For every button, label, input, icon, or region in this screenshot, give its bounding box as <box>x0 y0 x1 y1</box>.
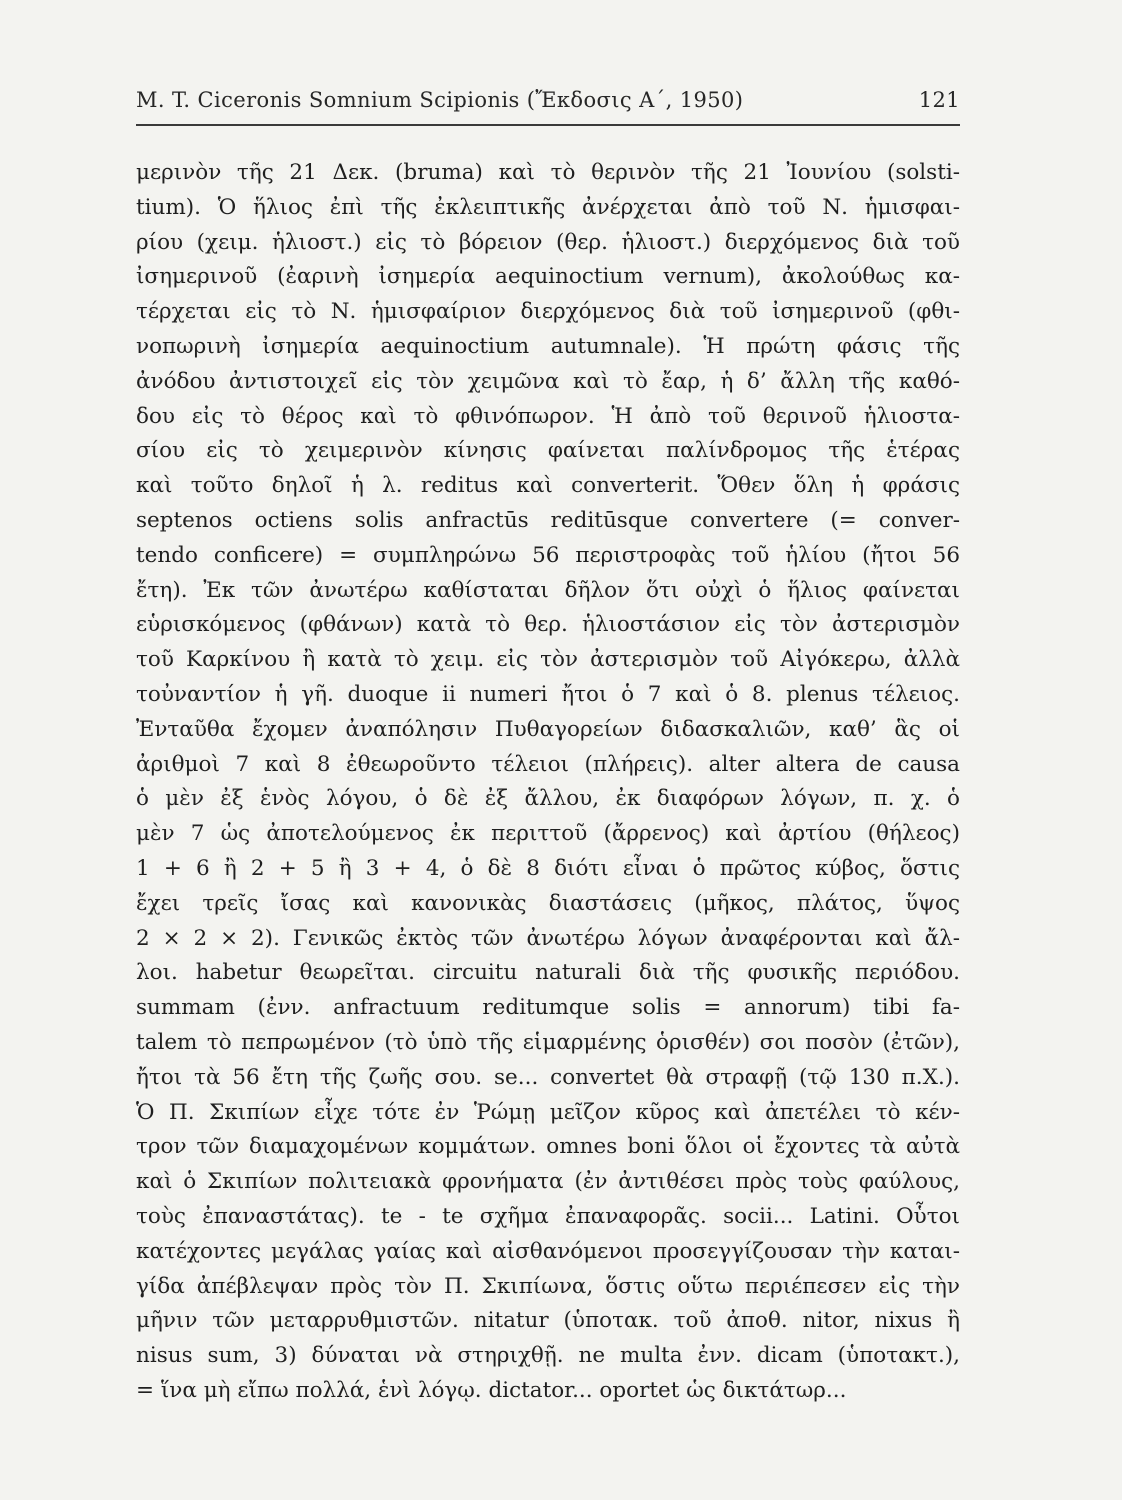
running-title: M. T. Ciceronis Somnium Scipionis (Ἔκδοσις Α΄, 1950) <box>136 88 744 112</box>
text-line: μερινὸν τῆς 21 Δεκ. (bruma) καὶ τὸ θερινὸν τῆς 21 Ἰουνίου (solsti- <box>136 160 960 185</box>
text-line: γίδα ἀπέβλεψαν πρὸς τὸν Π. Σκιπίωνα, ὅστις οὕτω περιέπεσεν εἰς τὴν <box>136 1273 960 1299</box>
text-line: σίου εἰς τὸ χειμερινὸν κίνησις φαίνεται παλίνδρομος τῆς ἑτέρας <box>136 438 960 464</box>
text-line: septenos octiens solis anfractūs reditūsque convertere (= conver- <box>136 507 960 533</box>
text-line: δου εἰς τὸ θέρος καὶ τὸ φθινόπωρον. Ἡ ἀπὸ τοῦ θερινοῦ ἡλιοστα- <box>136 403 960 429</box>
text-line: ἔχει τρεῖς ἴσας καὶ κανονικὰς διαστάσεις (μῆκος, πλάτος, ὕψος <box>136 890 960 916</box>
page-number: 121 <box>918 88 960 112</box>
text-line: ἀνόδου ἀντιστοιχεῖ εἰς τὸν χειμῶνα καὶ τὸ ἔαρ, ἡ δ’ ἄλλη τῆς καθό- <box>136 368 960 394</box>
text-line: νοπωρινὴ ἰσημερία aequinoctium autumnale). Ἡ πρώτη φάσις τῆς <box>136 333 960 359</box>
text-line: τοὺς ἐπαναστάτας). te - te σχῆμα ἐπαναφορᾶς. socii... Latini. Οὗτοι <box>136 1203 960 1229</box>
text-line: tium). Ὁ ἥλιος ἐπὶ τῆς ἐκλειπτικῆς ἀνέρχεται ἀπὸ τοῦ Ν. ἡμισφαι- <box>136 194 960 220</box>
text-line: μῆνιν τῶν μεταρρυθμιστῶν. nitatur (ὑποτακ. τοῦ ἀποθ. nitor, nixus ἢ <box>136 1308 960 1334</box>
text-line: ἀριθμοὶ 7 καὶ 8 ἐθεωροῦντο τέλειοι (πλήρεις). alter altera de causa <box>136 751 960 777</box>
text-line: nisus sum, 3) δύναται νὰ στηριχθῇ. ne multa ἐνν. dicam (ὑποτακτ.), <box>136 1343 960 1369</box>
text-line: tendo conficere) = συμπληρώνω 56 περιστροφὰς τοῦ ἡλίου (ἤτοι 56 <box>136 542 960 568</box>
running-header <box>136 88 960 112</box>
text-line: summam (ἐνν. anfractuum reditumque solis = annorum) tibi fa- <box>136 995 960 1021</box>
header-rule <box>136 124 960 126</box>
text-line: τοῦ Καρκίνου ἢ κατὰ τὸ χειμ. εἰς τὸν ἀστερισμὸν τοῦ Αἰγόκερω, ἀλλὰ <box>136 647 960 673</box>
text-line: ὁ μὲν ἐξ ἑνὸς λόγου, ὁ δὲ ἐξ ἄλλου, ἐκ διαφόρων λόγων, π. χ. ὁ <box>136 786 960 812</box>
text-line: ἰσημερινοῦ (ἐαρινὴ ἰσημερία aequinoctium vernum), ἀκολούθως κα- <box>136 264 960 290</box>
text-line: Ἐνταῦθα ἔχομεν ἀναπόλησιν Πυθαγορείων διδασκαλιῶν, καθ’ ἃς οἱ <box>136 716 960 742</box>
text-line: ρίου (χειμ. ἡλιοστ.) εἰς τὸ βόρειον (θερ. ἡλιοστ.) διερχόμενος διὰ τοῦ <box>136 229 960 255</box>
text-line: ἤτοι τὰ 56 ἔτη τῆς ζωῆς σου. se... convertet θὰ στραφῇ (τῷ 130 π.Χ.). <box>136 1064 960 1090</box>
text-line: τοὐναντίον ἡ γῆ. duoque ii numeri ἤτοι ὁ 7 καὶ ὁ 8. plenus τέλειος. <box>136 681 960 707</box>
text-line: καὶ τοῦτο δηλοῖ ἡ λ. reditus καὶ converterit. Ὅθεν ὅλη ἡ φράσις <box>136 473 960 499</box>
text-line: = ἵνα μὴ εἴπω πολλά, ἑνὶ λόγῳ. dictator... oportet ὡς δικτάτωρ... <box>136 1377 847 1403</box>
text-line: ἔτη). Ἐκ τῶν ἀνωτέρω καθίσταται δῆλον ὅτι οὐχὶ ὁ ἥλιος φαίνεται <box>136 577 960 603</box>
text-line: κατέχοντες μεγάλας γαίας καὶ αἰσθανόμενοι προσεγγίζουσαν τὴν καται- <box>136 1238 960 1264</box>
text-line: 2 × 2 × 2). Γενικῶς ἐκτὸς τῶν ἀνωτέρω λόγων ἀναφέρονται καὶ ἄλ- <box>136 925 960 951</box>
text-line: τρον τῶν διαμαχομένων κομμάτων. omnes boni ὅλοι οἱ ἔχοντες τὰ αὐτὰ <box>136 1134 960 1160</box>
text-line: talem τὸ πεπρωμένον (τὸ ὑπὸ τῆς εἱμαρμένης ὁρισθέν) σοι ποσὸν (ἐτῶν), <box>136 1029 960 1055</box>
text-line: λοι. habetur θεωρεῖται. circuitu naturali διὰ τῆς φυσικῆς περιόδου. <box>136 960 960 986</box>
text-line: 1 + 6 ἢ 2 + 5 ἢ 3 + 4, ὁ δὲ 8 διότι εἶναι ὁ πρῶτος κύβος, ὅστις <box>136 855 960 881</box>
text-line: καὶ ὁ Σκιπίων πολιτειακὰ φρονήματα (ἐν ἀντιθέσει πρὸς τοὺς φαύλους, <box>136 1169 960 1195</box>
text-line: Ὁ Π. Σκιπίων εἶχε τότε ἐν Ῥώμῃ μεῖζον κῦρος καὶ ἀπετέλει τὸ κέν- <box>136 1099 960 1125</box>
text-line: τέρχεται εἰς τὸ Ν. ἡμισφαίριον διερχόμενος διὰ τοῦ ἰσημερινοῦ (φθι- <box>136 299 960 325</box>
text-line: μὲν 7 ὡς ἀποτελούμενος ἐκ περιττοῦ (ἄρρενος) καὶ ἀρτίου (θήλεος) <box>136 821 960 847</box>
commentary-text <box>136 156 960 1409</box>
text-line: εὑρισκόμενος (φθάνων) κατὰ τὸ θερ. ἡλιοστάσιον εἰς τὸν ἀστερισμὸν <box>136 612 960 638</box>
